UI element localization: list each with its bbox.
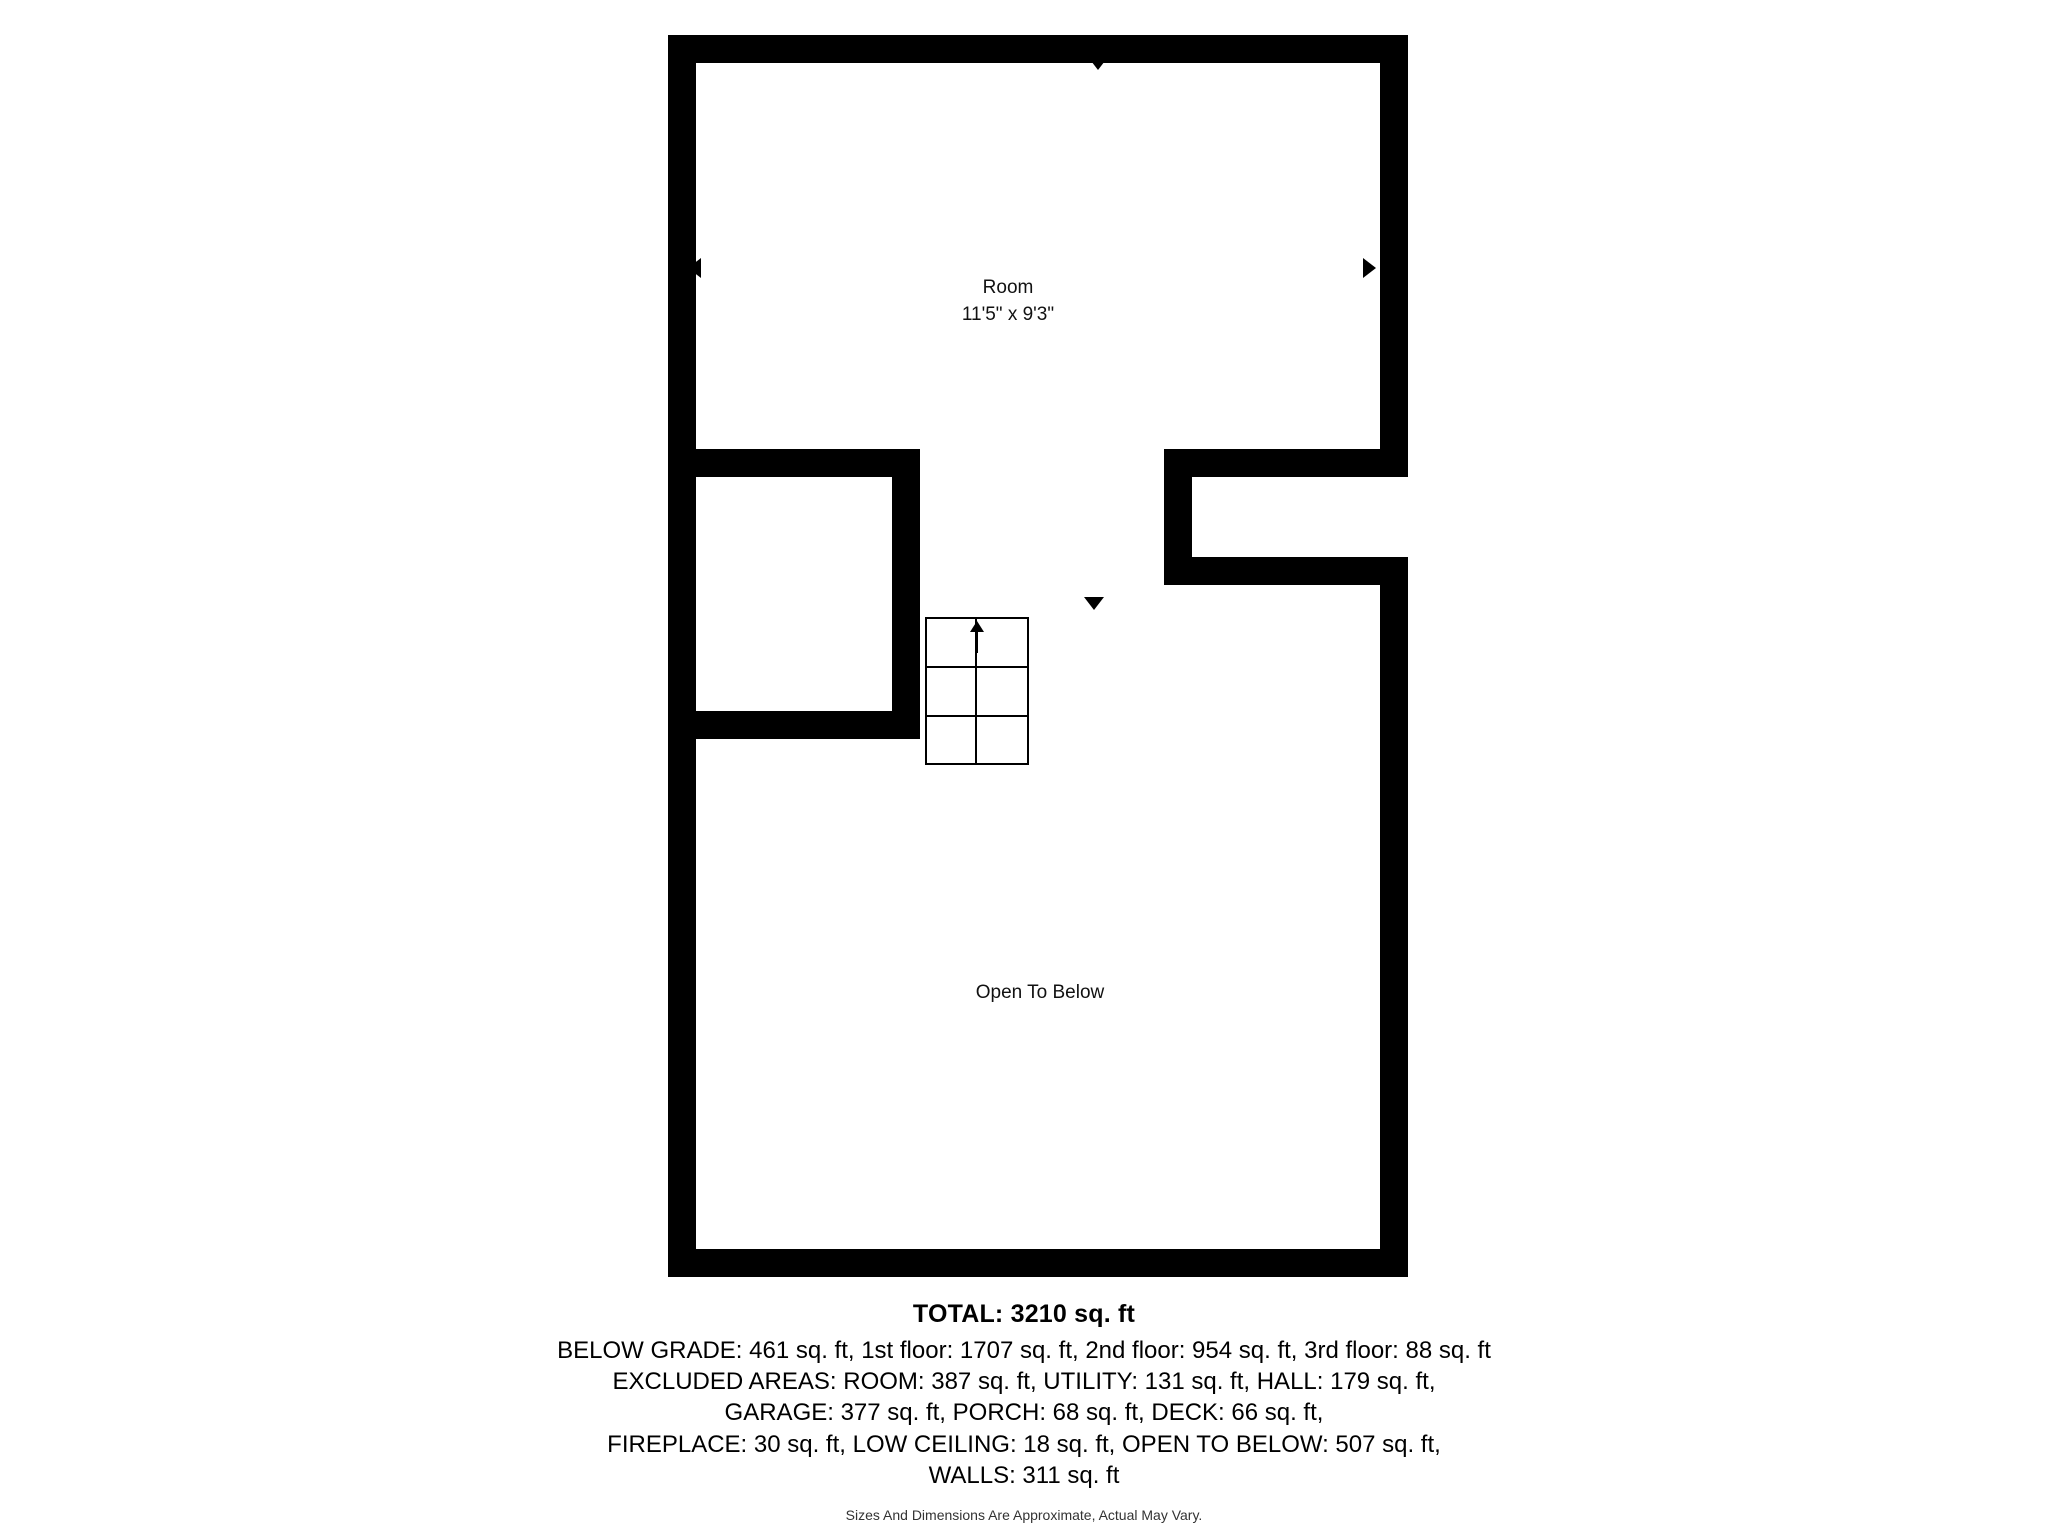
- summary-line-walls: WALLS: 311 sq. ft: [928, 1461, 1120, 1489]
- total-area: TOTAL: 3210 sq. ft: [912, 1300, 1136, 1328]
- area-summary: [0, 1300, 2048, 1523]
- summary-line-excluded-2: GARAGE: 377 sq. ft, PORCH: 68 sq. ft, DECK: 66 sq. ft,: [724, 1399, 1324, 1427]
- wall-upper-left: [668, 35, 696, 477]
- summary-line-excluded-3: FIREPLACE: 30 sq. ft, LOW CEILING: 18 sq. ft, OPEN TO BELOW: 507 sq. ft,: [607, 1430, 1441, 1458]
- stair-tread-1: [925, 666, 1029, 668]
- room-dimensions: 11'5" x 9'3": [961, 303, 1055, 325]
- disclaimer-text: Sizes And Dimensions Are Approximate, Actual May Vary.: [845, 1506, 1203, 1523]
- wall-upper-right-bottom: [1164, 449, 1408, 477]
- room-label-open-to-below: [920, 980, 1160, 1007]
- wall-left-lower-jog: [668, 711, 920, 739]
- summary-line-excluded-1: EXCLUDED AREAS: ROOM: 387 sq. ft, UTILITY: 131 sq. ft, HALL: 179 sq. ft,: [612, 1368, 1436, 1396]
- wall-left-outer-upper: [668, 477, 696, 735]
- window-marker-left: [688, 258, 701, 278]
- wall-lower-left: [668, 711, 696, 1277]
- wall-upper-right: [1380, 35, 1408, 477]
- window-marker-right: [1363, 258, 1376, 278]
- wall-upper-left-bottom: [668, 449, 920, 477]
- summary-line-floors: BELOW GRADE: 461 sq. ft, 1st floor: 1707 sq. ft, 2nd floor: 954 sq. ft, 3rd floor: 88 sq. ft: [557, 1337, 1491, 1364]
- room-label-room: [898, 275, 1118, 329]
- wall-stair-left: [892, 449, 920, 739]
- opening-marker-middle: [1084, 597, 1104, 610]
- wall-lower-bottom: [668, 1249, 1408, 1277]
- wall-lower-right: [1380, 557, 1408, 1277]
- room-name: Room: [982, 277, 1034, 298]
- wall-right-notch-bottom: [1164, 557, 1408, 585]
- window-marker-top: [1088, 57, 1108, 70]
- room-name: Open To Below: [975, 982, 1105, 1003]
- staircase: [925, 617, 1029, 765]
- wall-upper-top: [668, 35, 1408, 63]
- stair-tread-2: [925, 715, 1029, 717]
